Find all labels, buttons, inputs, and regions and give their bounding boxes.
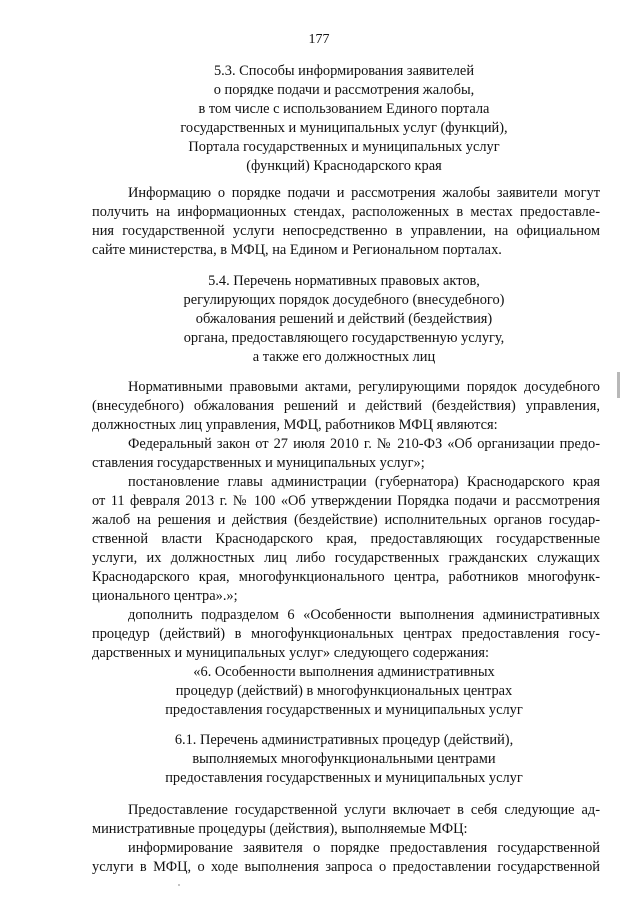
heading-5-4-line: а также его должностных лиц	[252, 349, 436, 365]
paragraph-line: Нормативными правовыми актами, регулирующими порядок досудебного	[128, 379, 600, 395]
heading-5-3-line: о порядке подачи и рассмотрения жалобы,	[213, 82, 475, 98]
paragraph-line: ставления государственных и муниципальных услуг»;	[92, 455, 425, 471]
heading-6-1-line: предоставления государственных и муниципальных услуг	[165, 770, 523, 786]
heading-5-4-line: обжалования решений и действий (бездействия)	[195, 311, 493, 327]
heading-5-3-line: 5.3. Способы информирования заявителей	[213, 63, 475, 79]
paragraph-line: услуги, их должностных лиц либо государственных гражданских служащих	[92, 550, 600, 566]
paragraph-line: Краснодарского края, многофункционального центра, работников многофунк-	[92, 569, 600, 585]
scan-margin-mark	[617, 372, 620, 398]
paragraph-line: должностных лиц управления, МФЦ, работников МФЦ являются:	[92, 417, 498, 433]
paragraph-line: жалоб на решения и действия (бездействие) исполнительных органов государ-	[92, 512, 600, 528]
heading-6-line: процедур (действий) в многофункциональных центрах	[175, 683, 513, 699]
heading-5-3-line: в том числе с использованием Единого портала	[198, 101, 490, 117]
paragraph-line: информирование заявителя о порядке предоставления государственной	[128, 840, 600, 856]
paragraph-line: министративные процедуры (действия), выполняемые МФЦ:	[92, 821, 468, 837]
paragraph-line: Информацию о порядке подачи и рассмотрения жалобы заявители могут	[128, 185, 600, 201]
paragraph-line: ционального центра».»;	[92, 588, 238, 604]
page-number: 177	[308, 32, 330, 47]
paragraph-line: получить на информационных стендах, расположенных в местах предоставле-	[92, 204, 600, 220]
heading-5-3-line: государственных и муниципальных услуг (функций),	[180, 120, 508, 136]
paragraph-line: Предоставление государственной услуги включает в себя следующие ад-	[128, 802, 600, 818]
heading-5-3-line: Портала государственных и муниципальных услуг	[188, 139, 500, 155]
paragraph-line: дарственных и муниципальных услуг» следующего содержания:	[92, 645, 489, 661]
paragraph-line: ния государственной услуги непосредственно в управлении, на официальном	[92, 223, 600, 239]
heading-5-4-line: органа, предоставляющего государственную услугу,	[183, 330, 505, 346]
scan-speck	[178, 884, 180, 886]
paragraph-line: постановление главы администрации (губернатора) Краснодарского края	[128, 474, 600, 490]
paragraph-line: процедур (действий) в многофункциональных центрах предоставления госу-	[92, 626, 600, 642]
heading-6-line: предоставления государственных и муниципальных услуг	[165, 702, 523, 718]
heading-5-3-line: (функций) Краснодарского края	[246, 158, 442, 174]
heading-6-1-line: выполняемых многофункциональными центрами	[192, 751, 496, 767]
heading-6-1-line: 6.1. Перечень административных процедур (действий),	[174, 732, 514, 748]
heading-5-4-line: 5.4. Перечень нормативных правовых актов,	[208, 273, 480, 289]
paragraph-line: от 11 февраля 2013 г. № 100 «Об утверждении Порядка подачи и рассмотрения	[92, 493, 600, 509]
heading-5-4-line: регулирующих порядок досудебного (внесудебного)	[183, 292, 505, 308]
paragraph-line: Федеральный закон от 27 июля 2010 г. № 210-ФЗ «Об организации предо-	[128, 436, 600, 452]
paragraph-line: (внесудебного) обжалования решений и действий (бездействия) управления,	[92, 398, 600, 414]
heading-6-line: «6. Особенности выполнения административных	[193, 664, 495, 680]
paragraph-line: ственной власти Краснодарского края, предоставляющих государственные	[92, 531, 600, 547]
paragraph-line: дополнить подразделом 6 «Особенности выполнения административных	[128, 607, 600, 623]
paragraph-line: услуги в МФЦ, о ходе выполнения запроса о предоставлении государственной	[92, 859, 600, 875]
paragraph-line: сайте министерства, в МФЦ, на Едином и Региональном порталах.	[92, 242, 502, 258]
